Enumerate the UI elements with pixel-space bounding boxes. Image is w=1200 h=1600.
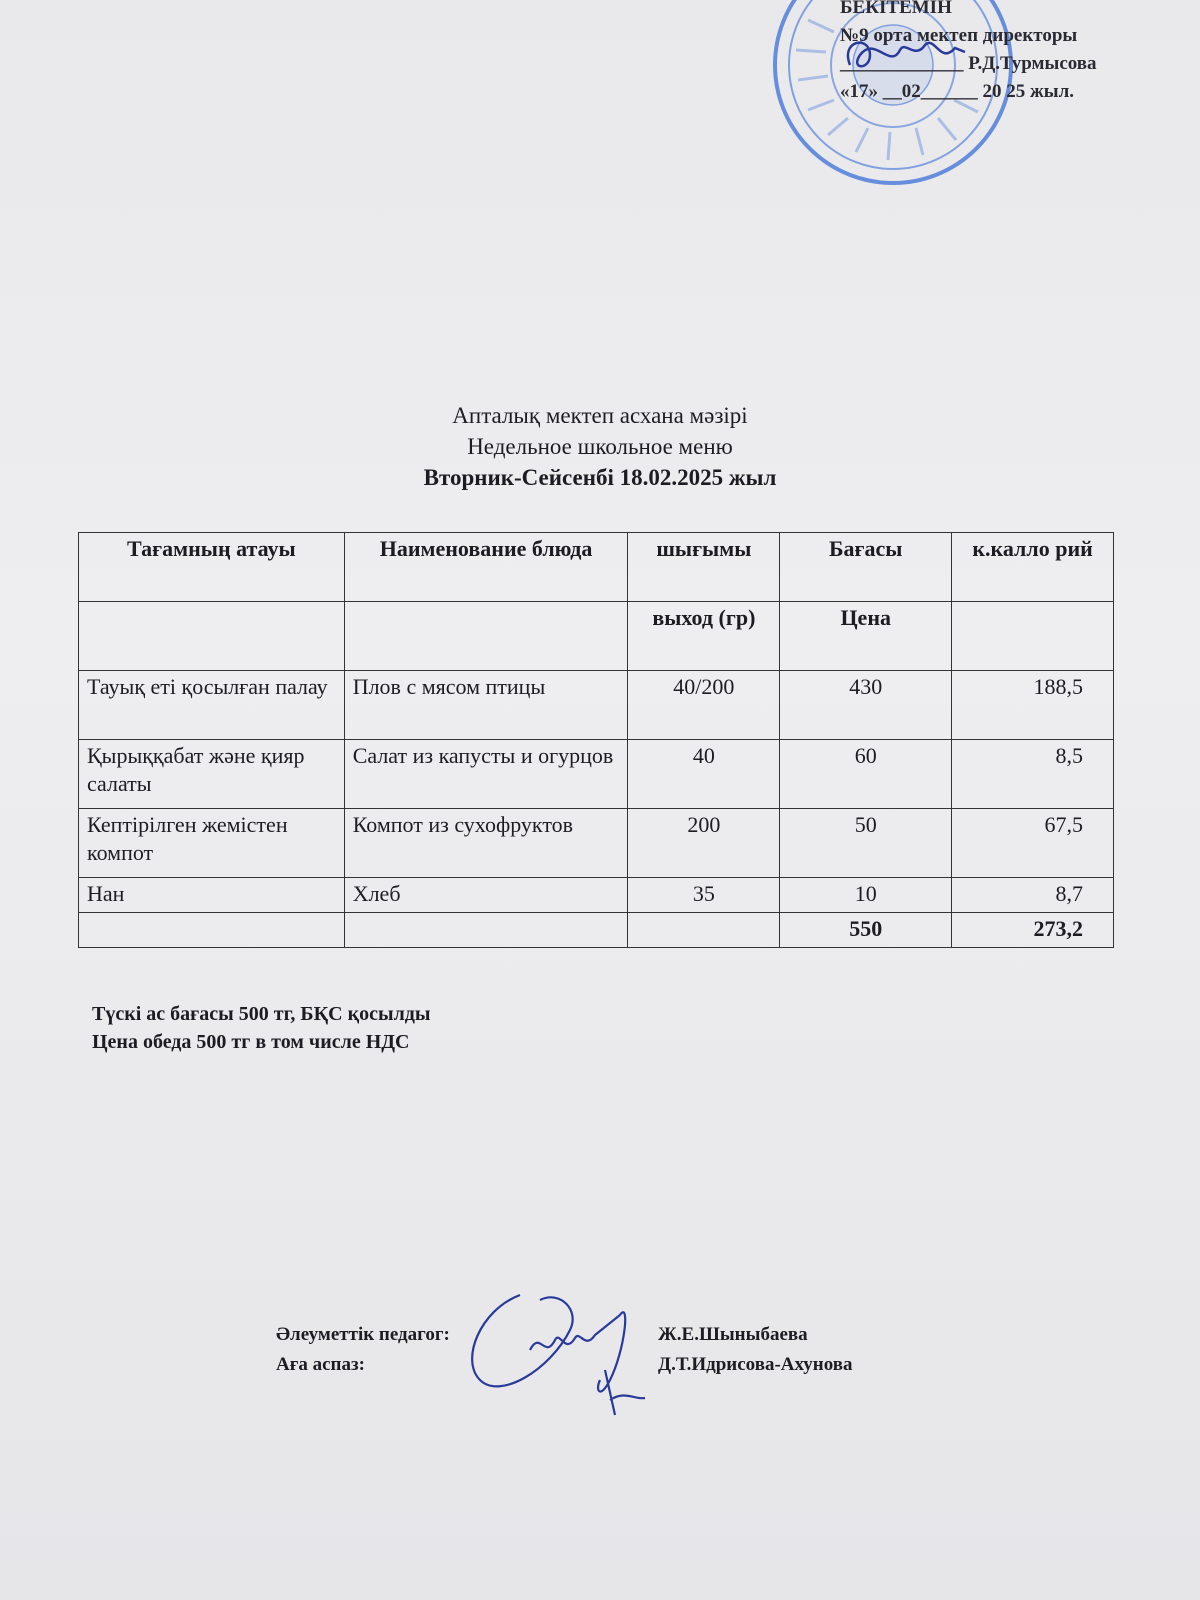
header-cell: Наименование блюда bbox=[344, 533, 628, 602]
subheader-cell: Цена bbox=[780, 602, 952, 671]
header-cell: шығымы bbox=[628, 533, 780, 602]
dish-price: 430 bbox=[780, 671, 952, 740]
signer-role: Аға аспаз: bbox=[276, 1354, 365, 1375]
price-note-kz: Түскі ас бағасы 500 тг, БҚС қосылды bbox=[92, 1003, 431, 1025]
header-cell: к.калло рий bbox=[952, 533, 1114, 602]
signer-name: Д.Т.Идрисова-Ахунова bbox=[658, 1354, 853, 1375]
director-signature bbox=[840, 30, 970, 80]
approval-signatory: _____________ Р.Д.Турмысова bbox=[840, 53, 1097, 74]
signature bbox=[460, 1270, 660, 1420]
dish-name-ru: Салат из капусты и огурцов bbox=[344, 740, 628, 809]
approval-heading: БЕКІТЕМІН bbox=[840, 0, 952, 18]
menu-table bbox=[78, 532, 1114, 948]
table-header-row bbox=[79, 533, 1114, 602]
dish-name-kz: Тауық еті қосылған палау bbox=[79, 671, 345, 740]
menu-titles bbox=[0, 400, 1200, 493]
table-row bbox=[79, 740, 1114, 809]
totals-cell bbox=[344, 913, 628, 948]
subheader-cell: выход (гр) bbox=[628, 602, 780, 671]
table-totals-row bbox=[79, 913, 1114, 948]
totals-cell bbox=[628, 913, 780, 948]
signer-name: Ж.Е.Шыныбаева bbox=[658, 1324, 808, 1345]
signer-role: Әлеуметтік педагог: bbox=[276, 1324, 450, 1345]
dish-output: 40/200 bbox=[628, 671, 780, 740]
total-calories: 273,2 bbox=[952, 913, 1114, 948]
title-ru: Недельное школьное меню bbox=[467, 434, 733, 459]
table-row bbox=[79, 809, 1114, 878]
header-cell: Бағасы bbox=[780, 533, 952, 602]
dish-price: 60 bbox=[780, 740, 952, 809]
table-row bbox=[79, 671, 1114, 740]
signers-block bbox=[276, 1320, 853, 1380]
title-kz: Апталық мектеп асхана мәзірі bbox=[452, 403, 748, 428]
dish-name-kz: Кептірілген жемістен компот bbox=[79, 809, 345, 878]
approval-position: №9 орта мектеп директоры bbox=[840, 25, 1078, 46]
totals-cell bbox=[79, 913, 345, 948]
subheader-cell bbox=[344, 602, 628, 671]
dish-name-kz: Нан bbox=[79, 878, 345, 913]
dish-output: 40 bbox=[628, 740, 780, 809]
header-cell: Тағамның атауы bbox=[79, 533, 345, 602]
dish-name-ru: Компот из сухофруктов bbox=[344, 809, 628, 878]
subheader-cell bbox=[79, 602, 345, 671]
dish-price: 10 bbox=[780, 878, 952, 913]
dish-name-kz: Қырыққабат және қияр салаты bbox=[79, 740, 345, 809]
dish-calories: 8,7 bbox=[952, 878, 1114, 913]
dish-name-ru: Хлеб bbox=[344, 878, 628, 913]
table-subheader-row bbox=[79, 602, 1114, 671]
approval-date: «17» __02______ 20 25 жыл. bbox=[840, 81, 1075, 102]
menu-date: Вторник-Сейсенбі 18.02.2025 жыл bbox=[423, 465, 777, 490]
price-notes bbox=[92, 1000, 431, 1056]
dish-price: 50 bbox=[780, 809, 952, 878]
total-price: 550 bbox=[780, 913, 952, 948]
dish-name-ru: Плов с мясом птицы bbox=[344, 671, 628, 740]
dish-output: 200 bbox=[628, 809, 780, 878]
table-row bbox=[79, 878, 1114, 913]
dish-calories: 8,5 bbox=[952, 740, 1114, 809]
subheader-cell bbox=[952, 602, 1114, 671]
dish-calories: 67,5 bbox=[952, 809, 1114, 878]
dish-output: 35 bbox=[628, 878, 780, 913]
dish-calories: 188,5 bbox=[952, 671, 1114, 740]
price-note-ru: Цена обеда 500 тг в том числе НДС bbox=[92, 1031, 410, 1053]
